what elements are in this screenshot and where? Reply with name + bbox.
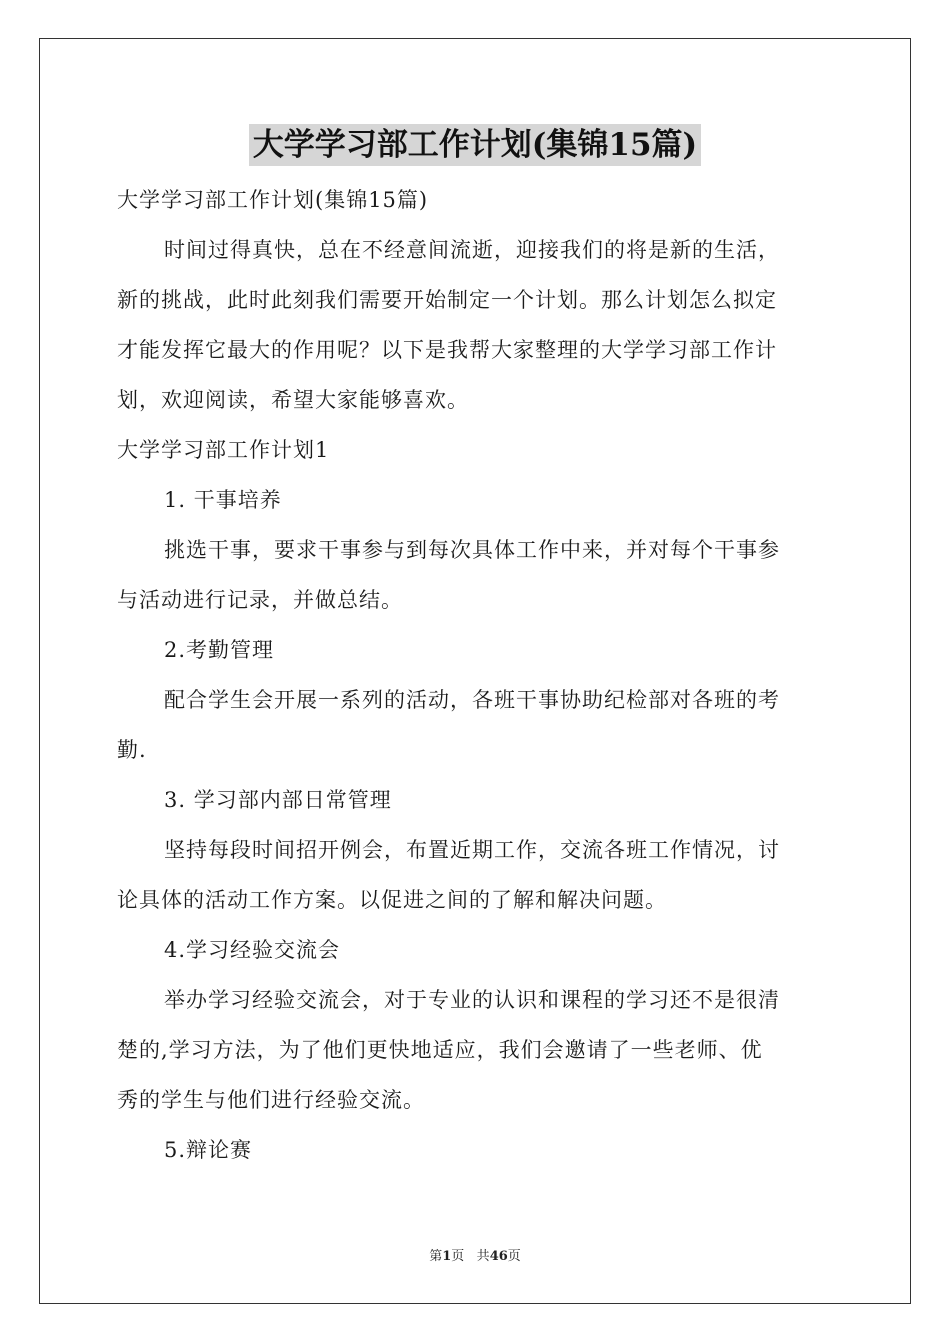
page-footer [0,1248,950,1266]
paragraph-line: 勤. [117,738,147,762]
total-suffix: 页 [507,1249,521,1264]
paragraph-line: 论具体的活动工作方案。以促进之间的了解和解决问题。 [117,888,667,912]
paragraph-line: 配合学生会开展一系列的活动，各班干事协助纪检部对各班的考 [164,688,780,712]
paragraph-line: 与活动进行记录，并做总结。 [117,588,403,612]
item-heading: 1. 干事培养 [164,488,282,512]
paragraph-line: 才能发挥它最大的作用呢？以下是我帮大家整理的大学学习部工作计 [117,338,777,362]
page-number: 1 [442,1249,452,1264]
total-pages: 46 [489,1249,508,1264]
page-border [39,38,911,1304]
page-suffix: 页 [451,1249,465,1264]
paragraph-line: 楚的,学习方法，为了他们更快地适应，我们会邀请了一些老师、优 [117,1038,763,1062]
paragraph-line: 时间过得真快，总在不经意间流逝，迎接我们的将是新的生活， [164,238,780,262]
paragraph-line: 秀的学生与他们进行经验交流。 [117,1088,425,1112]
item-heading: 5.辩论赛 [164,1138,253,1162]
page-prefix: 第 [429,1249,443,1264]
item-heading: 2.考勤管理 [164,638,275,662]
total-prefix: 共 [476,1249,490,1264]
section-heading: 大学学习部工作计划1 [117,438,330,462]
subtitle-line: 大学学习部工作计划(集锦15篇) [117,188,429,212]
paragraph-line: 新的挑战，此时此刻我们需要开始制定一个计划。那么计划怎么拟定 [117,288,777,312]
paragraph-line: 挑选干事，要求干事参与到每次具体工作中来，并对每个干事参 [164,538,780,562]
paragraph-line: 举办学习经验交流会，对于专业的认识和课程的学习还不是很清 [164,988,780,1012]
item-heading: 3. 学习部内部日常管理 [164,788,392,812]
item-heading: 4.学习经验交流会 [164,938,341,962]
document-title: 大学学习部工作计划(集锦15篇) [249,124,701,166]
paragraph-line: 划，欢迎阅读，希望大家能够喜欢。 [117,388,469,412]
paragraph-line: 坚持每段时间招开例会，布置近期工作，交流各班工作情况，讨 [164,838,780,862]
title-block [0,124,950,166]
